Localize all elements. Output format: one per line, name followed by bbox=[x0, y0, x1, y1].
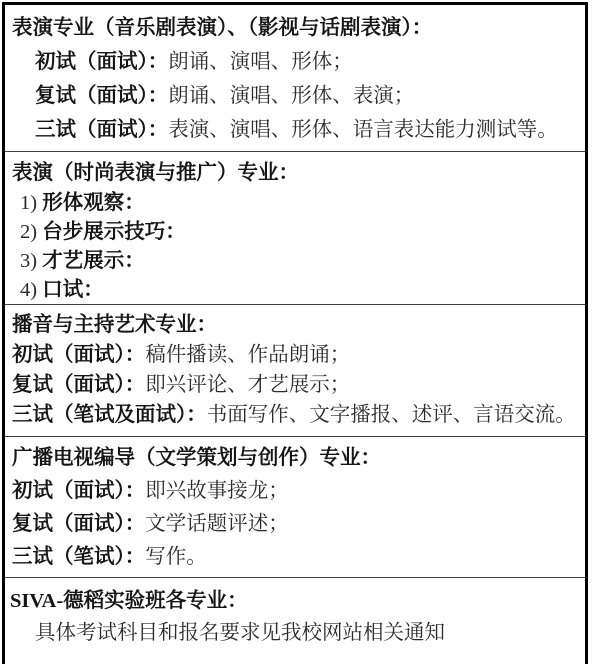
table-row-broadcasting-hosting bbox=[5, 305, 585, 437]
exam-line bbox=[5, 45, 585, 79]
item-number: 4) bbox=[20, 279, 43, 301]
exam-line bbox=[5, 508, 585, 541]
section-title-text: 播音与主持艺术专业： bbox=[12, 314, 217, 336]
section-title-text: 广播电视编导（文学策划与创作）专业： bbox=[12, 447, 381, 469]
exam-subjects: 写作。 bbox=[145, 546, 207, 568]
exam-stage-label: 初试（面试）： bbox=[12, 344, 146, 366]
exam-subjects: 朗诵、演唱、形体； bbox=[168, 51, 353, 73]
exam-subjects-table bbox=[2, 2, 588, 664]
exam-line bbox=[5, 79, 585, 113]
section-title bbox=[5, 11, 585, 45]
exam-item-label: 台步展示技巧： bbox=[42, 221, 186, 243]
exam-subjects: 文学话题评述； bbox=[145, 513, 289, 535]
note-text: 具体考试科目和报名要求见我校网站相关通知 bbox=[35, 622, 445, 644]
exam-item-label: 才艺展示： bbox=[42, 250, 145, 272]
exam-line bbox=[5, 541, 585, 574]
exam-line bbox=[5, 113, 585, 147]
section-title bbox=[5, 585, 585, 617]
item-number: 3) bbox=[20, 250, 43, 272]
exam-stage-label: 三试（笔试）： bbox=[12, 546, 146, 568]
item-number: 1) bbox=[20, 192, 43, 214]
note-line bbox=[5, 617, 585, 649]
exam-line bbox=[5, 400, 585, 430]
exam-item-label: 形体观察： bbox=[42, 192, 145, 214]
exam-stage-label: 三试（笔试及面试）： bbox=[12, 404, 207, 426]
exam-line bbox=[5, 218, 585, 247]
section-title-text: SIVA-德稻实验班各专业： bbox=[10, 590, 248, 612]
exam-stage-label: 初试（面试）： bbox=[12, 480, 146, 502]
exam-stage-label: 复试（面试）： bbox=[12, 374, 146, 396]
exam-subjects: 书面写作、文字播报、述评、言语交流。 bbox=[206, 404, 576, 426]
exam-subjects: 即兴评论、才艺展示； bbox=[145, 374, 351, 396]
exam-stage-label: 复试（面试）： bbox=[35, 85, 169, 107]
table-row-performance-fashion bbox=[5, 152, 585, 305]
table-row-siva-dewit bbox=[5, 578, 585, 664]
section-title-text: 表演（时尚表演与推广）专业： bbox=[12, 162, 299, 184]
section-title bbox=[5, 158, 585, 189]
exam-subjects: 稿件播读、作品朗诵； bbox=[145, 344, 351, 366]
exam-subjects: 即兴故事接龙； bbox=[145, 480, 289, 502]
item-number: 2) bbox=[20, 221, 43, 243]
exam-line bbox=[5, 340, 585, 370]
exam-stage-label: 三试（面试）： bbox=[35, 119, 169, 141]
exam-subjects: 朗诵、演唱、形体、表演； bbox=[168, 85, 415, 107]
exam-line bbox=[5, 247, 585, 276]
exam-line bbox=[5, 276, 585, 305]
exam-line bbox=[5, 189, 585, 218]
section-title bbox=[5, 442, 585, 475]
table-row-performance-musical bbox=[5, 5, 585, 152]
section-title bbox=[5, 310, 585, 340]
exam-stage-label: 初试（面试）： bbox=[35, 51, 169, 73]
section-title-text: 表演专业（音乐剧表演）、（影视与话剧表演）： bbox=[12, 17, 433, 39]
exam-subjects: 表演、演唱、形体、语言表达能力测试等。 bbox=[168, 119, 558, 141]
exam-item-label: 口试： bbox=[42, 279, 104, 301]
table-row-radio-tv-directing bbox=[5, 437, 585, 578]
exam-stage-label: 复试（面试）： bbox=[12, 513, 146, 535]
exam-line bbox=[5, 475, 585, 508]
exam-line bbox=[5, 370, 585, 400]
